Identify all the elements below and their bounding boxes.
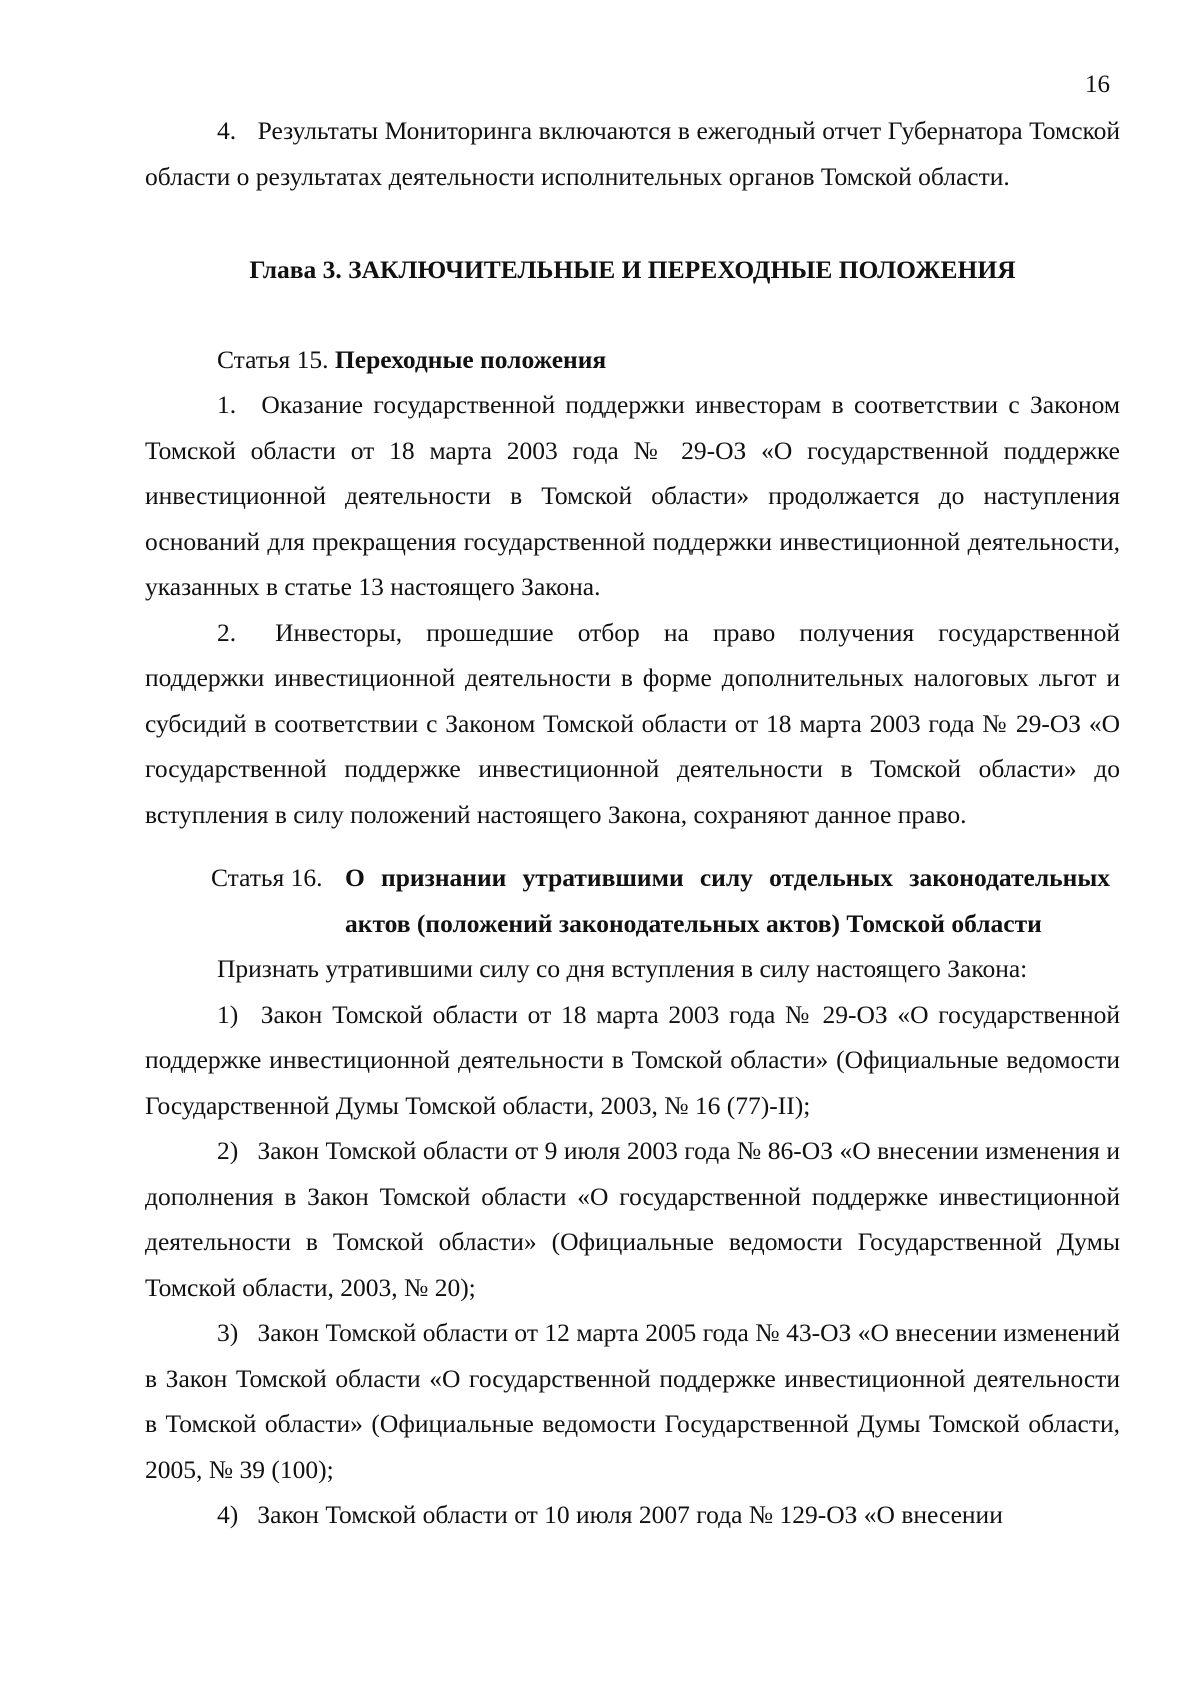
article-16-heading — [145, 855, 1120, 946]
document-body — [145, 108, 1120, 1538]
paragraph-item — [145, 108, 1120, 199]
article-intro: Признать утратившими силу со дня вступления в силу настоящего Закона: — [217, 954, 1028, 983]
item-text: Инвесторы, прошедшие отбор на право получения государственной поддержки инвестиционной деятельности в форме дополнительных налоговых льгот и субсидий в соответствии с Законом Томской области от 18 марта 2003 года № 29-ОЗ «О государственной поддержке инвестиционной деятельности в Томской области» до вступления в силу положений настоящего Закона, сохраняют данное право. — [145, 617, 1120, 829]
item-text: Закон Томской области от 18 марта 2003 года № 29-ОЗ «О государственной поддержке инвестиционной деятельности в Томской области» (Официальные ведомости Государственной Думы Томской области, 2003, № 16 (77)-II); — [145, 999, 1121, 1120]
item-number: 1. — [217, 390, 237, 419]
item-number: 4) — [217, 1500, 239, 1529]
list-item — [145, 1310, 1120, 1492]
item-text: Закон Томской области от 9 июля 2003 года № 86-ОЗ «О внесении изменения и дополнения в Закон Томской области «О государственной поддержке инвестиционной деятельности в Томской области» (Официальные ведомости Государственной Думы Томской области, 2003, № 20); — [145, 1136, 1120, 1302]
article-title: Переходные положения — [334, 344, 607, 374]
item-number: 1) — [217, 999, 239, 1029]
list-item — [145, 992, 1120, 1129]
paragraph-text: Результаты Мониторинга включаются в ежегодный отчет Губернатора Томской области о результатах деятельности исполнительных органов Томской области. — [145, 116, 1121, 191]
article-15-heading — [145, 337, 1120, 383]
list-item — [145, 1128, 1120, 1310]
list-item — [145, 610, 1120, 838]
item-number: 3) — [217, 1318, 239, 1347]
item-text: Закон Томской области от 12 марта 2005 года № 43-ОЗ «О внесении изменений в Закон Томской области «О государственной поддержке инвестиционной деятельности в Томской области» (Официальные ведомости Государственной Думы Томской области, 2005, № 39 (100); — [145, 1318, 1120, 1484]
item-number: 2) — [217, 1136, 239, 1165]
article-label: Статья 16. — [211, 863, 323, 892]
item-number: 2. — [217, 617, 237, 647]
article-title: О признании утратившими силу отдельных законодательных актов (положений законодательных актов) Томской области — [345, 863, 1110, 938]
page-number: 16 — [1085, 71, 1110, 98]
chapter-title: Глава 3. ЗАКЛЮЧИТЕЛЬНЫЕ И ПЕРЕХОДНЫЕ ПОЛОЖЕНИЯ — [249, 255, 1016, 284]
item-number: 4. — [217, 116, 237, 145]
list-item — [145, 1492, 1120, 1538]
list-item — [145, 382, 1120, 610]
article-label: Статья 15. — [217, 344, 329, 374]
item-text: Оказание государственной поддержки инвесторам в соответствии с Законом Томской области от 18 марта 2003 года № 29-ОЗ «О государственной поддержке инвестиционной деятельности в Томской области» продолжается до наступления оснований для прекращения государственной поддержки инвестиционной деятельности, указанных в статье 13 настоящего Закона. — [145, 390, 1120, 601]
item-text: Закон Томской области от 10 июля 2007 года № 129-ОЗ «О внесении — [257, 1500, 1003, 1529]
